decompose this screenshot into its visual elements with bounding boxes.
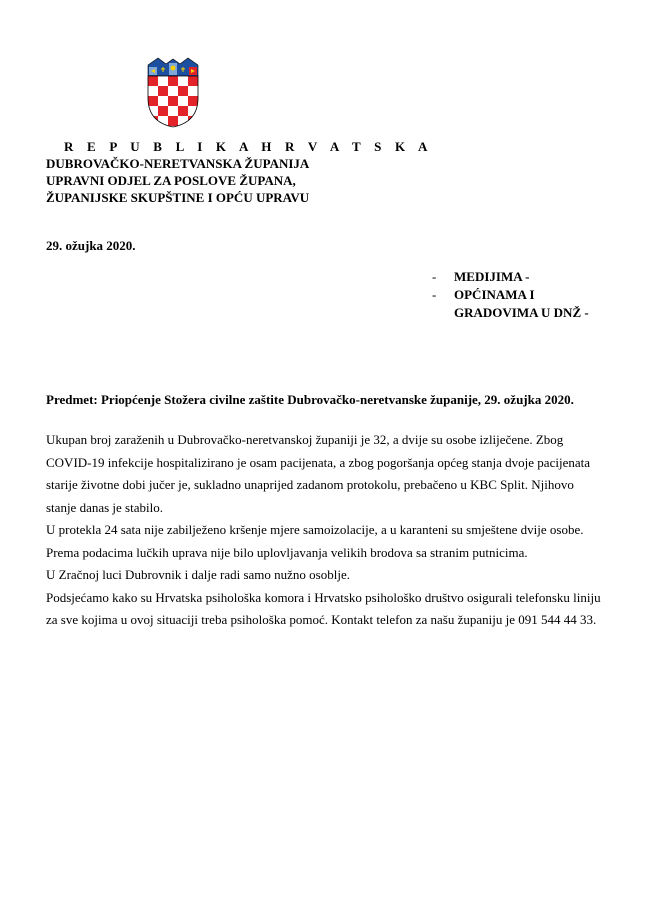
department-line-2: ŽUPANIJSKE SKUPŠTINE I OPĆU UPRAVU: [46, 190, 310, 205]
recipient-item: [432, 268, 589, 286]
shield-red-square: [168, 76, 178, 86]
checkerboard-shield: [148, 76, 198, 128]
shield-red-square: [168, 116, 178, 126]
shield-red-square: [148, 116, 158, 126]
country-name: R E P U B L I K A H R V A T S K A: [64, 139, 433, 154]
paragraph: Prema podacima lučkih uprava nije bilo uplovljavanja velikih brodova sa stranim putnicima.: [46, 544, 528, 560]
paragraph: U Zračnoj luci Dubrovnik i dalje radi samo nužno osoblje.: [46, 567, 350, 582]
paragraph: Podsjećamo kako su Hrvatska psihološka komora i Hrvatsko psihološko društvo osigurali telefonsku liniju za sve kojima u ovoj situaciji treba psihološka pomoć. Kontakt telefon za našu županiju je 091 544 44 33.: [46, 589, 601, 627]
department-line-1: UPRAVNI ODJEL ZA POSLOVE ŽUPANA,: [46, 173, 296, 188]
shield-red-square: [188, 76, 198, 86]
recipient-text: GRADOVIMA U DNŽ -: [454, 305, 589, 320]
shield-red-square: [158, 126, 168, 128]
recipient-dash: -: [432, 269, 437, 284]
recipients-list: [432, 268, 589, 322]
subject-line: Predmet: Priopćenje Stožera civilne zaštite Dubrovačko-neretvanske županije, 29. ožujka 2020.: [46, 392, 574, 407]
shield-red-square: [158, 106, 168, 116]
shield-red-square: [188, 116, 198, 126]
letterhead: [46, 138, 433, 206]
recipient-text: MEDIJIMA -: [454, 269, 530, 284]
recipient-text: OPĆINAMA I: [454, 287, 535, 302]
shield-red-square: [158, 86, 168, 96]
shield-red-square: [148, 76, 158, 86]
shield-red-square: [168, 96, 178, 106]
crown: [148, 58, 198, 76]
document-date: 29. ožujka 2020.: [46, 238, 136, 253]
shield-red-square: [178, 86, 188, 96]
recipient-dash: -: [432, 287, 437, 302]
croatian-coat-of-arms: [146, 56, 200, 128]
shield-red-square: [178, 126, 188, 128]
county-name: DUBROVAČKO-NERETVANSKA ŽUPANIJA: [46, 156, 310, 171]
paragraph: U protekla 24 sata nije zabilježeno kršenje mjere samoizolacije, a u karanteni su smještene dvije osobe.: [46, 522, 584, 537]
shield-red-square: [188, 96, 198, 106]
recipient-item: [432, 304, 589, 322]
shield-red-square: [148, 96, 158, 106]
shield-red-square: [178, 106, 188, 116]
document-body: [46, 429, 601, 632]
recipient-item: [432, 286, 589, 304]
paragraph: Ukupan broj zaraženih u Dubrovačko-neretvanskoj županiji je 32, a dvije su osobe izliječene. Zbog COVID-19 infekcije hospitalizirano je osam pacijenata, a zbog pogoršanja općeg stanja dvoje pacijenata starije životne dobi jučer je, sukladno unaprijed zadanom protokolu, prebačeno u KBC Split. Njihovo stanje danas je stabilo.: [46, 432, 590, 515]
